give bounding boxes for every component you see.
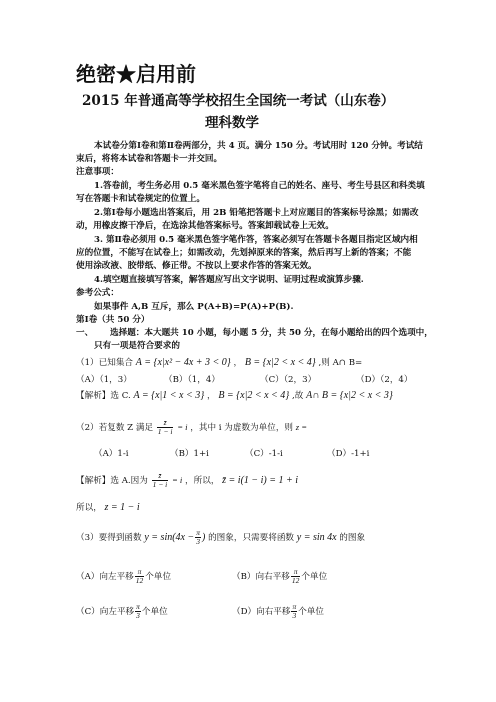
q1-stem: （1）已知集合 A = {x|x² − 4x + 3 < 0} ， B = {x|2 < x < 4} ,则 A∩ B= — [76, 357, 363, 368]
section1-line-2: 只有一项是符合要求的 — [94, 341, 180, 351]
q1-solution-mid: ,故 — [292, 391, 304, 401]
q3-func1-prefix: y = sin(4x − — [144, 532, 195, 543]
q2-solution-tail-prefix: 所以， — [76, 503, 102, 513]
q2-solution-fraction — [152, 472, 169, 489]
note-2a: 2.第Ⅰ卷每小题选出答案后，用 2B 铅笔把答题卡上对应题目的答案标号涂黑；如需改 — [94, 208, 419, 218]
intro-line-1: 本试卷分第Ⅰ卷和第Ⅱ卷两部分，共 4 页。满分 150 分。考试用时 120 分钟。考试结 — [94, 141, 423, 151]
q3-option-d-unit: 个单位 — [298, 607, 325, 617]
intro-line-2: 束后，将将本试卷和答题卡一并交回。 — [76, 154, 223, 164]
q1-stem-prefix: （1）已知集合 — [76, 358, 134, 368]
q1-solution-prefix: 【解析】选 C. — [76, 391, 131, 401]
q2-stem — [76, 416, 307, 439]
note-2b: 动，用橡皮擦干净后，在选涂其他答案标号。答案卸载试卷上无效。 — [76, 221, 334, 231]
q2-solution-fraction-numerator: z̄ — [152, 472, 169, 481]
q2-option-a: （A）1-i — [94, 449, 129, 459]
part1-title: 第Ⅰ卷（共 50 分） — [76, 315, 150, 325]
q1-solution-set-b: B = {x|2 < x < 4} — [218, 390, 290, 401]
section1-line-1: 选择题：本大题共 10 小题，每小题 5 分，共 50 分，在每小题给出的四个选项中， — [110, 328, 433, 338]
q2-stem-prefix: （2）若复数 Z 满足 — [76, 423, 154, 433]
q2-stem-z: z = — [295, 422, 308, 432]
q2-solution-tail — [76, 502, 140, 514]
q3-func1-fraction — [195, 529, 201, 546]
q3-option-b-unit: 个单位 — [301, 572, 328, 582]
q2-option-b: （B）1+i — [170, 449, 209, 459]
section1-number: 一、 — [76, 328, 94, 338]
q2-solution-tail-eq: z = 1 − i — [104, 502, 140, 513]
q3-stem-prefix: （3）要得到函数 — [76, 533, 142, 543]
note-3b: 应的位置，不能写在试卷上；如需改动，先划掉原来的答案，然后再写上新的答案；不能 — [76, 248, 412, 258]
q1-option-c: （C）（2，3） — [260, 375, 317, 385]
q3-option-b — [232, 566, 327, 588]
q2-stem-suffix: ，其中 i 为虚数为单位，则 — [190, 423, 294, 433]
formula-title: 参考公式： — [76, 288, 119, 298]
q3-stem-mid: 的图象，只需要将函数 — [208, 533, 295, 543]
q2-fraction-numerator: z̄ — [157, 419, 174, 428]
q3-func1-suffix: ) — [202, 532, 206, 543]
q3-option-d-pi: π — [292, 602, 297, 611]
q3-option-b-pi: π — [291, 568, 301, 577]
q3-stem-suffix: 的图象 — [339, 533, 366, 543]
q3-option-c — [76, 601, 168, 623]
secret-mark: 绝密★启用前 — [76, 62, 196, 86]
note-3c: 使用涂改液、胶带纸、修正带。不按以上要求作答的答案无效。 — [76, 261, 317, 271]
q2-solution-mid: ，所以， — [185, 476, 220, 486]
q3-option-c-denominator: 3 — [136, 611, 140, 620]
q3-func1-pi: π — [196, 528, 200, 537]
q3-option-d — [232, 601, 324, 623]
q3-func1-three: 3 — [196, 537, 200, 546]
q1-solution-set-a: A = {x|1 < x < 3} — [133, 390, 205, 401]
q2-option-c: （C）-1-i — [245, 449, 283, 459]
q1-solution-answer: A∩ B = {x|2 < x < 3} — [306, 390, 393, 401]
q3-option-a-fraction — [135, 568, 145, 585]
q3-option-c-prefix: （C）向左平移 — [76, 607, 135, 617]
q3-option-d-prefix: （D）向右平移 — [232, 607, 291, 617]
q3-option-a — [76, 566, 171, 588]
q3-option-c-pi: π — [136, 602, 140, 611]
q3-option-b-denominator: 12 — [291, 576, 300, 585]
q3-option-b-fraction — [291, 568, 301, 585]
q2-solution-equation: z̄ = i(1 − i) = 1 + i — [222, 475, 299, 486]
q2-solution-fraction-denominator: 1 − i — [152, 480, 168, 489]
q3-option-d-denominator: 3 — [292, 611, 297, 620]
q2-solution — [76, 469, 298, 492]
q2-fraction — [157, 419, 174, 436]
q1-set-b: B = {x|2 < x < 4} — [244, 357, 316, 368]
q1-set-a: A = {x|x² − 4x + 3 < 0} — [135, 357, 231, 368]
q3-option-b-prefix: （B）向右平移 — [232, 572, 290, 582]
formula: 如果事件 A,B 互斥，那么 P(A+B)=P(A)+P(B). — [94, 302, 294, 312]
q1-option-b: （B）（1，4） — [164, 375, 220, 385]
note-4: 4.填空题直接填写答案，解答题应写出文字说明、证明过程或演算步骤. — [94, 275, 364, 285]
note-1a: 1.答卷前，考生务必用 0.5 毫米黑色签字笔将自己的姓名、座号、考生号县区和科类填 — [94, 181, 425, 191]
q3-option-c-fraction — [135, 603, 141, 620]
q3-option-a-denominator: 12 — [135, 576, 144, 585]
q3-option-d-fraction — [291, 603, 297, 620]
q2-eq-rhs: = i — [177, 422, 188, 432]
q2-solution-eq-rhs: = i — [171, 475, 183, 485]
q1-stem-suffix: ,则 A∩ B= — [318, 358, 363, 368]
q3-option-a-prefix: （A）向左平移 — [76, 572, 134, 582]
q3-stem — [76, 526, 365, 550]
subject-title: 理科数学 — [205, 115, 259, 131]
q3-option-c-unit: 个单位 — [141, 607, 168, 617]
notes-title: 注意事项： — [76, 167, 119, 177]
q1-option-a: （A）（1，3） — [76, 375, 132, 385]
q3-option-a-unit: 个单位 — [145, 572, 172, 582]
q3-func2: y = sin 4x — [296, 532, 337, 543]
note-3a: 3. 第Ⅱ卷必须用 0.5 毫米黑色签字笔作答，答案必须写在答题卡各题目指定区域内相 — [94, 235, 418, 245]
q2-solution-prefix: 【解析】选 A.因为 — [76, 476, 148, 486]
note-1b: 写在答题卡和试卷规定的位置上。 — [76, 194, 205, 204]
q3-option-a-pi: π — [135, 568, 145, 577]
q1-solution: 【解析】选 C. A = {x|1 < x < 3} ， B = {x|2 < x < 4} ,故 A∩ B = {x|2 < x < 3} — [76, 390, 393, 401]
exam-title: 2015 年普通高等学校招生全国统一考试（山东卷） — [82, 93, 395, 109]
q2-option-d: （D）-1+i — [327, 449, 370, 459]
q2-fraction-denominator: 1 − i — [157, 427, 173, 436]
q1-option-d: （D）（2，4） — [356, 375, 413, 385]
